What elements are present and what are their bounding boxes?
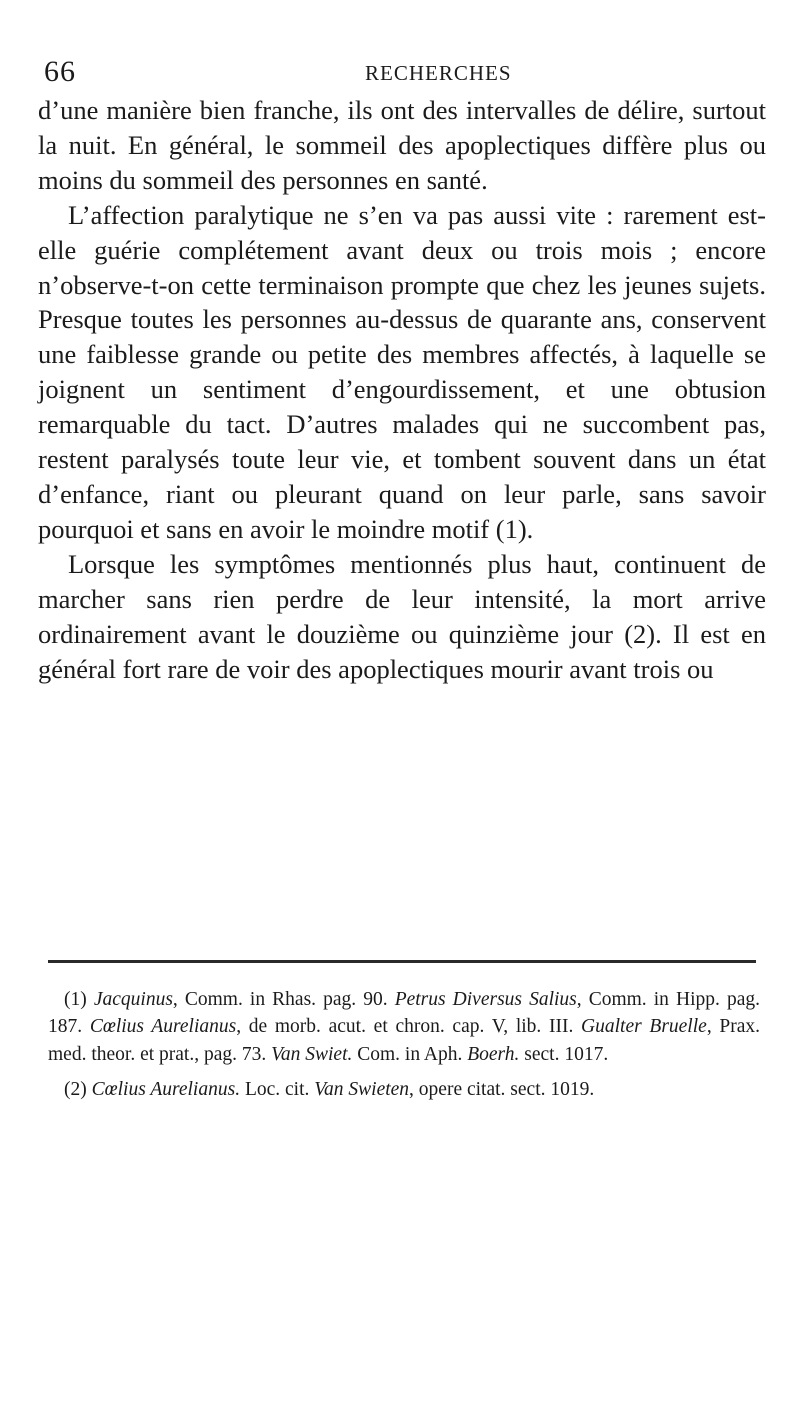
citation-text: , Comm. in Rhas. pag. 90. <box>172 989 395 1010</box>
footnote-marker: (1) <box>64 989 87 1010</box>
footnote-2 <box>48 1076 760 1103</box>
citation-text: Loc. cit. <box>240 1078 315 1100</box>
author-name: Cœlius Aurelianus <box>89 1016 237 1038</box>
paragraph: d’une manière bien franche, ils ont des intervalles de délire, surtout la nuit. En général, le sommeil des apoplectiques diffère plus ou moins du sommeil des personnes en santé. <box>38 95 766 195</box>
author-name: Petrus Diversus Salius <box>394 989 577 1010</box>
paragraph: Lorsque les symptômes mentionnés plus haut, continuent de marcher sans rien perdre de leur intensité, la mort arrive ordinairement avant le douzième ou quinzième jour (2). Il est en général fort rare de voir des apoplectiques mourir avant trois ou <box>38 548 766 684</box>
footnote-divider <box>48 960 756 963</box>
page-number: 66 <box>44 55 76 88</box>
citation-text: , Prax. med. theor. et prat., pag. 73. <box>48 1016 761 1065</box>
author-name: Cœlius Aurelianus. <box>91 1078 241 1100</box>
running-head: RECHERCHES <box>365 61 512 85</box>
footnotes <box>48 986 760 1111</box>
footnote-marker: (2) <box>64 1078 87 1100</box>
footnote-1 <box>48 986 760 1068</box>
citation-text: Com. in Aph. <box>352 1043 468 1065</box>
citation-text: , opere citat. sect. 1019. <box>409 1078 595 1100</box>
author-name: Van Swieten <box>314 1078 410 1100</box>
author-name: Gualter Bruelle <box>581 1016 707 1038</box>
citation-text: , de morb. acut. et chron. cap. V, lib. III. <box>236 1016 582 1038</box>
citation-text: sect. 1017. <box>519 1043 609 1065</box>
author-name: Van Swiet. <box>271 1043 353 1065</box>
main-text <box>38 93 766 686</box>
citation-text: , Comm. in Hipp. pag. 187. <box>48 989 760 1038</box>
page-header <box>0 52 800 92</box>
author-name: Jacquinus <box>93 989 173 1010</box>
paragraph: L’affection paralytique ne s’en va pas aussi vite : rarement est-elle guérie complétement avant deux ou trois mois ; encore n’observe-t-on cette terminaison prompte que chez les jeunes sujets. Presque toutes les personnes au-dessus de quarante ans, conservent une faiblesse grande ou petite des membres affectés, à laquelle se joignent un sentiment d’engourdissement, et une obtusion remarquable du tact. D’autres malades qui ne succombent pas, restent paralysés toute leur vie, et tombent souvent dans un état d’enfance, riant ou pleurant quand on leur parle, sans savoir pourquoi et sans en avoir le moindre motif (1). <box>38 199 766 544</box>
author-name: Boerh. <box>467 1043 520 1065</box>
